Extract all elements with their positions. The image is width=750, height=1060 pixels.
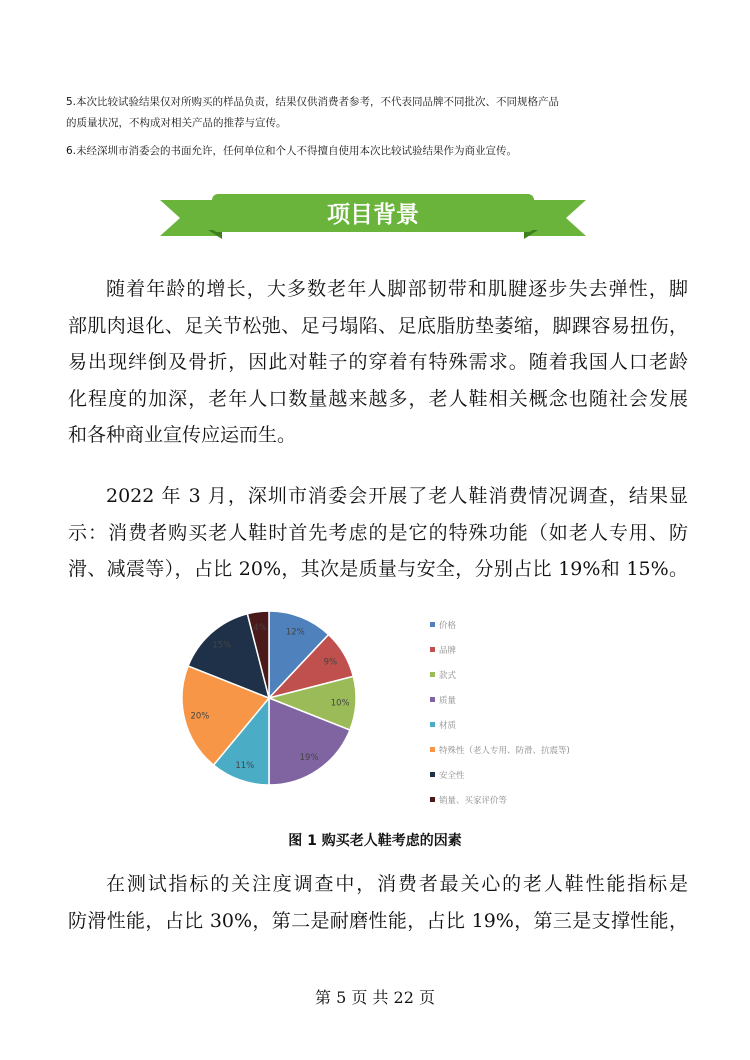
text-line: 滑、减震等），占比 20%，其次是质量与安全，分别占比 19%和 15%。 [68,558,688,580]
section-title-banner [160,192,586,242]
text-line: 防滑性能，占比 30%，第二是耐磨性能，占比 19%，第三是支撑性能， [68,909,688,932]
figure-caption: 图 1 购买老人鞋考虑的因素 [288,833,462,849]
note-6: 6.未经深圳市消委会的书面允许，任何单位和个人不得擅自使用本次比较试验结果作为商业宣传。 [66,145,518,157]
text-line: 和各种商业宣传应运而生。 [68,424,297,446]
slice-percent-label: 12% [285,627,305,638]
slice-percent-label: 10% [330,698,350,709]
slice-percent-label: 11% [235,761,255,772]
slice-percent-label: 15% [212,640,232,651]
note-5-line-2: 的质量状况，不构成对相关产品的推荐与宣传。 [66,117,287,129]
legend-swatch [430,647,435,652]
slice-percent-label: 19% [299,753,319,764]
purchase-factors-pie-chart [155,606,595,816]
legend-swatch [430,622,435,627]
slice-percent-label: 9% [323,657,338,668]
slice-percent-label: 4% [253,623,267,634]
legend-label: 材质 [439,721,457,731]
legend-label: 款式 [439,671,457,681]
text-line: 在测试指标的关注度调查中，消费者最关心的老人鞋性能指标是 [106,873,688,895]
text-line: 示：消费者购买老人鞋时首先考虑的是它的特殊功能（如老人专用、防 [68,521,688,544]
legend-label: 安全性 [439,771,465,781]
background-paragraph-1 [68,271,688,454]
legend-label: 质量 [439,696,457,706]
background-paragraph-2 [68,478,688,588]
legend-label: 品牌 [439,646,457,656]
note-5-line-1: 5.本次比较试验结果仅对所购买的样品负责，结果仅供消费者参考，不代表同品牌不同批次、不同规格产品 [66,96,560,108]
legend-label: 特殊性（老人专用、防滑、抗震等) [439,746,570,756]
legend-swatch [430,697,435,702]
text-line: 随着年龄的增长，大多数老年人脚部韧带和肌腱逐步失去弹性，脚 [106,278,688,300]
legend-label: 价格 [439,621,457,631]
text-line: 部肌肉退化、足关节松弛、足弓塌陷、足底脂肪垫萎缩，脚踝容易扭伤， [68,314,688,337]
text-line: 化程度的加深，老年人口数量越来越多，老人鞋相关概念也随社会发展 [68,387,688,410]
legend-swatch [430,722,435,727]
legend-swatch [430,747,435,752]
legend-swatch [430,797,435,802]
slice-percent-label: 20% [190,711,210,722]
section-title: 项目背景 [327,202,419,228]
text-line: 2022 年 3 月，深圳市消委会开展了老人鞋消费情况调查，结果显 [106,485,688,507]
legend-swatch [430,772,435,777]
page-footer: 第 5 页 共 22 页 [315,988,435,1007]
test-paragraph [68,866,688,939]
legend-swatch [430,672,435,677]
legend-label: 销量、买家评价等 [439,796,508,806]
text-line: 易出现绊倒及骨折，因此对鞋子的穿着有特殊需求。随着我国人口老龄 [68,351,688,373]
